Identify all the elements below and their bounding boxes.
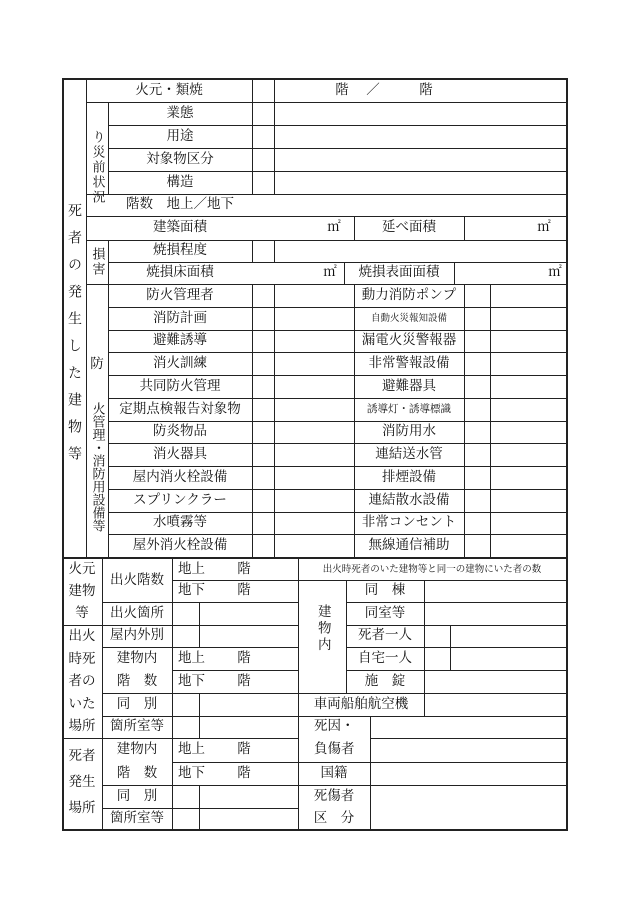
nationality-label: 国籍	[320, 764, 348, 781]
indoor-outdoor-label: 屋内外別	[110, 627, 164, 644]
floor-slash: ／	[366, 82, 380, 99]
fp-left-item: 消防計画	[153, 309, 207, 326]
floor-b-label: 階	[419, 82, 433, 99]
pre-fire-label: り災前状況	[89, 129, 105, 205]
building-area-label: 建築面積	[153, 219, 207, 236]
damage-floor-area-label: 焼損床面積	[146, 264, 214, 281]
fp-left-item: スプリンクラー	[133, 491, 227, 508]
death-floor-count-label: 階 数	[116, 764, 158, 781]
floor-a-label: 階	[335, 82, 349, 99]
damage-degree-label: 焼損程度	[153, 242, 207, 259]
fire-floor-below: 地下	[178, 582, 205, 599]
death-same-distinct-label: 同 別	[116, 787, 158, 804]
fp-left-item: 消火訓練	[153, 354, 207, 371]
fp-left-item: 消火器具	[153, 445, 207, 462]
damage-surface-area-unit: ㎡	[548, 264, 562, 281]
fire-floor-above-unit: 階	[237, 560, 251, 577]
fire-location-label: 出火箇所	[110, 604, 164, 621]
fp-left-item: 屋内消火栓設備	[132, 468, 228, 485]
fire-floor-label: 出火階数	[110, 571, 164, 588]
locked-label: 施 錠	[364, 672, 406, 689]
fire-prevention-label: 防 火管理・消防用設備等	[89, 355, 105, 533]
fp-right-item: 自動火災報知設備	[370, 312, 447, 324]
place-below: 地下	[178, 672, 205, 689]
section-title-text: 死者の発生した建物等	[66, 203, 82, 473]
fp-right-item: 漏電火災警報器	[361, 332, 457, 349]
death-bldg-inner-label: 建物内	[116, 741, 158, 758]
pre-fire-row-floors: 階数 地上／地下	[126, 196, 234, 213]
location-room-label: 箇所室等	[110, 718, 164, 735]
fp-left-item: 水噴霧等	[153, 514, 207, 531]
damage-floor-area-unit: ㎡	[323, 264, 337, 281]
casualty-label-b: 区 分	[313, 809, 355, 826]
fp-left-item: 防炎物品	[153, 423, 207, 440]
fp-left-item: 避難誘導	[153, 332, 207, 349]
damage-surface-area-label: 焼損表面面積	[358, 264, 440, 281]
same-distinct-label: 同 別	[116, 695, 158, 712]
pre-fire-row-class: 対象物区分	[146, 150, 214, 167]
total-floor-area-label: 延べ面積	[382, 219, 436, 236]
cause-label-b: 負傷者	[314, 741, 355, 758]
place-below-unit: 階	[237, 672, 251, 689]
death-below: 地下	[178, 764, 205, 781]
vehicle-label: 車両船舶航空機	[313, 695, 409, 712]
place-above: 地上	[178, 649, 205, 666]
fp-right-item: 連結散水設備	[368, 491, 450, 508]
fire-floor-above: 地上	[178, 560, 205, 577]
death-above-unit: 階	[237, 741, 251, 758]
pre-fire-row-structure: 構造	[166, 173, 194, 190]
fp-right-item: 無線通信補助	[368, 536, 450, 553]
fp-right-item: 動力消防ポンプ	[361, 286, 457, 303]
death-location-room-label: 箇所室等	[110, 809, 164, 826]
death-above: 地上	[178, 741, 205, 758]
fire-floor-below-unit: 階	[237, 582, 251, 599]
fp-right-item: 非常警報設備	[368, 354, 450, 371]
section-title	[62, 188, 86, 488]
bldg-inner-label: 建物内	[116, 649, 158, 666]
fire-source-label: 火元・類焼	[135, 82, 203, 99]
same-room-label: 同室等	[364, 604, 406, 621]
fp-left-item: 屋外消火栓設備	[132, 536, 228, 553]
fp-left-item: 定期点検報告対象物	[119, 400, 241, 417]
frame-right	[566, 78, 568, 831]
fp-left-item: 共同防火管理	[139, 377, 221, 394]
pre-fire-row-use: 用途	[166, 127, 194, 144]
fp-right-item: 非常コンセント	[361, 514, 457, 531]
same-building-title: 出火時死者のいた建物等と同一の建物にいた者の数	[322, 563, 542, 575]
casualty-label-a: 死傷者	[313, 787, 355, 804]
dead-alone-label: 死者一人	[358, 627, 412, 644]
fp-right-item: 誘導灯・誘導標識	[367, 403, 451, 416]
in-building-label: 建物内	[314, 604, 331, 654]
damage-label: 損害	[89, 247, 105, 277]
place-at-fire-label: 出火 時死 者の いた 場所	[68, 628, 96, 734]
floor-count-label: 階 数	[116, 672, 158, 689]
fp-right-item: 排煙設備	[382, 468, 436, 485]
fp-right-item: 連結送水管	[375, 445, 443, 462]
fp-right-item: 避難器具	[382, 377, 436, 394]
total-floor-area-unit: ㎡	[537, 219, 551, 236]
same-building-label: 同 棟	[364, 582, 406, 599]
frame-bottom	[62, 829, 568, 831]
death-place-label: 死者 発生 場所	[68, 748, 96, 817]
origin-building-label: 火元 建物 等	[68, 561, 96, 622]
fp-right-item: 消防用水	[382, 423, 436, 440]
pre-fire-row-business: 業態	[166, 104, 194, 121]
death-below-unit: 階	[237, 764, 251, 781]
fp-left-item: 防火管理者	[146, 286, 214, 303]
building-area-unit: ㎡	[327, 219, 341, 236]
cause-label-a: 死因・	[314, 718, 355, 735]
home-alone-label: 自宅一人	[358, 649, 412, 666]
place-above-unit: 階	[237, 649, 251, 666]
